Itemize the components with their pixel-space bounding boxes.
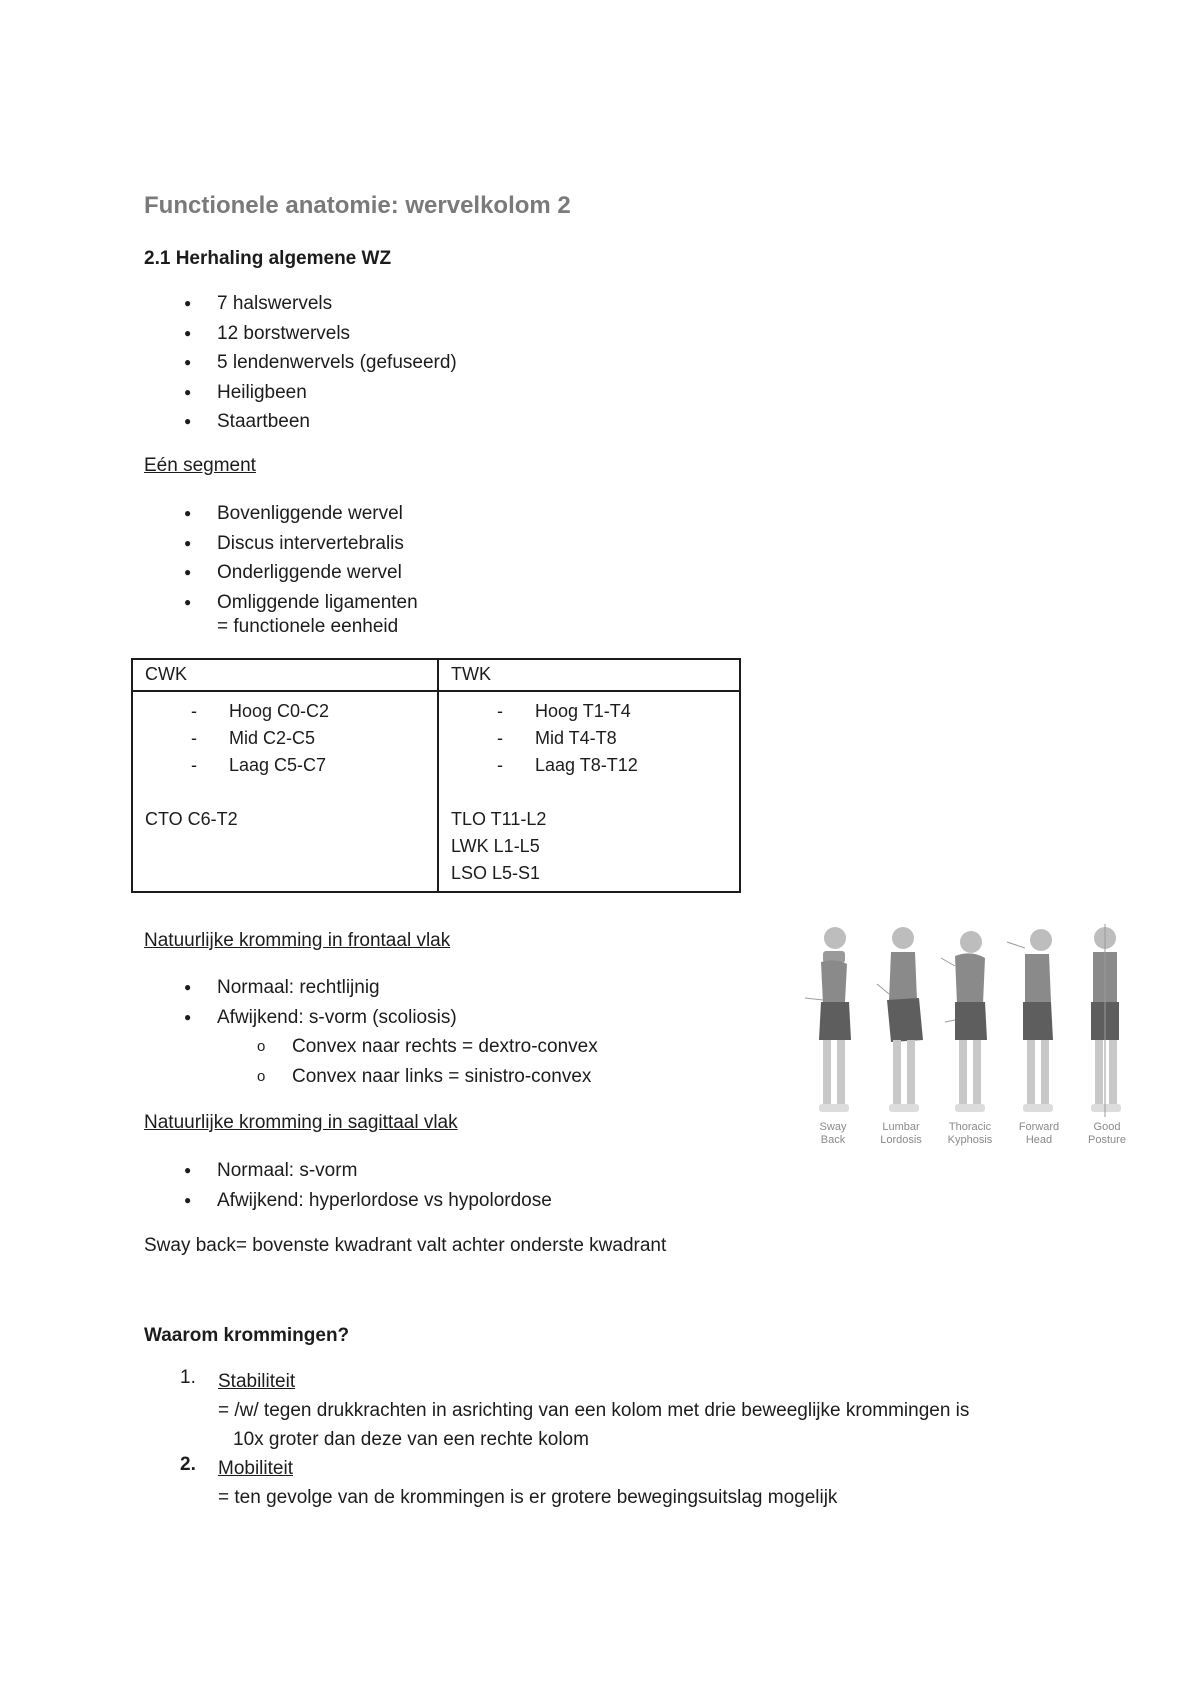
caption-line: Sway	[819, 1121, 847, 1133]
segment-list	[144, 499, 418, 617]
mobiliteit-label: Mobiliteit	[218, 1458, 293, 1479]
cto-range: CTO C6-T2	[145, 809, 238, 829]
list-item: - Hoog C0-C2	[145, 698, 425, 725]
list-item: - Hoog T1-T4	[451, 698, 727, 725]
mobiliteit-text: = ten gevolge van de krommingen is er grotere bewegingsuitslag mogelijk	[218, 1487, 838, 1508]
caption-line: Kyphosis	[947, 1134, 993, 1146]
vertebrae-list	[144, 289, 457, 437]
list-item: ● Bovenliggende wervel	[144, 499, 418, 529]
list-item: ● 12 borstwervels	[144, 319, 457, 349]
twk-list	[451, 698, 727, 779]
caption-line: Head	[1025, 1134, 1053, 1146]
why-list	[144, 1367, 1084, 1512]
figure-lumbar-lordosis	[887, 927, 923, 1112]
list-item: ● Afwijkend: hyperlordose vs hypolordose	[144, 1186, 552, 1216]
list-number: 2.	[180, 1454, 196, 1475]
tlo-range: TLO T11-L2	[451, 809, 547, 829]
table-header-twk: TWK	[438, 659, 740, 691]
frontal-subitems	[144, 1032, 704, 1091]
list-item: - Laag C5-C7	[145, 752, 425, 779]
stabiliteit-text: = /w/ tegen drukkrachten in asrichting van een kolom met drie beweeglijke krommingen is	[218, 1400, 970, 1421]
list-item: ● 5 lendenwervels (gefuseerd)	[144, 348, 457, 378]
posture-figure	[805, 922, 1145, 1152]
lwk-range: LWK L1-L5	[451, 836, 540, 856]
section-heading-herhaling: 2.1 Herhaling algemene WZ	[144, 248, 392, 269]
why-heading: Waarom krommingen?	[144, 1325, 350, 1346]
frontal-heading: Natuurlijke kromming in frontaal vlak	[144, 930, 451, 951]
caption-line: Forward	[1018, 1121, 1060, 1133]
segment-heading: Eén segment	[144, 455, 256, 476]
list-item: o Convex naar links = sinistro-convex	[144, 1062, 704, 1092]
list-item: - Laag T8-T12	[451, 752, 727, 779]
vertebral-regions-table	[131, 658, 741, 893]
list-item: - Mid T4-T8	[451, 725, 727, 752]
caption-line: Thoracic	[948, 1121, 992, 1133]
caption-line: Back	[820, 1134, 846, 1146]
table-cell-twk	[438, 691, 740, 892]
page-title: Functionele anatomie: wervelkolom 2	[144, 192, 571, 219]
list-item: ● Omliggende ligamenten	[144, 588, 418, 618]
list-item: ● Normaal: s-vorm	[144, 1156, 552, 1186]
caption-line: Lumbar	[882, 1121, 920, 1133]
figure-good-posture	[1091, 924, 1121, 1117]
list-item: - Mid C2-C5	[145, 725, 425, 752]
stabiliteit-label: Stabiliteit	[218, 1371, 296, 1392]
list-item: ● Staartbeen	[144, 407, 457, 437]
caption-line: Good	[1093, 1121, 1121, 1133]
posture-illustration	[805, 922, 1145, 1152]
table-cell-cwk	[132, 691, 438, 892]
list-item: ● Normaal: rechtlijnig	[144, 973, 704, 1003]
figure-sway-back	[819, 927, 851, 1112]
list-item: ● Onderliggende wervel	[144, 558, 418, 588]
cwk-list	[145, 698, 425, 779]
sagittal-list	[144, 1156, 552, 1215]
list-item: ● 7 halswervels	[144, 289, 457, 319]
frontal-items	[144, 973, 704, 1032]
lso-range: LSO L5-S1	[451, 863, 541, 883]
table-header-cwk: CWK	[132, 659, 438, 691]
list-item	[144, 1367, 1084, 1454]
list-number: 1.	[180, 1367, 196, 1388]
caption-line: Posture	[1088, 1134, 1126, 1146]
list-item: ● Heiligbeen	[144, 378, 457, 408]
stabiliteit-text-cont: 10x groter dan deze van een rechte kolom	[233, 1429, 589, 1450]
caption-line: Lordosis	[880, 1134, 922, 1146]
list-item: ● Discus intervertebralis	[144, 529, 418, 559]
list-item	[144, 1454, 1084, 1512]
figure-thoracic-kyphosis	[955, 931, 987, 1112]
sagittal-heading: Natuurlijke kromming in sagittaal vlak	[144, 1112, 458, 1133]
frontal-list	[144, 973, 704, 1091]
list-item: ● Afwijkend: s-vorm (scoliosis)	[144, 1003, 704, 1033]
segment-note: = functionele eenheid	[217, 616, 399, 637]
list-item: o Convex naar rechts = dextro-convex	[144, 1032, 704, 1062]
sway-back-note: Sway back= bovenste kwadrant valt achter onderste kwadrant	[144, 1235, 667, 1256]
figure-forward-head	[1023, 929, 1053, 1112]
